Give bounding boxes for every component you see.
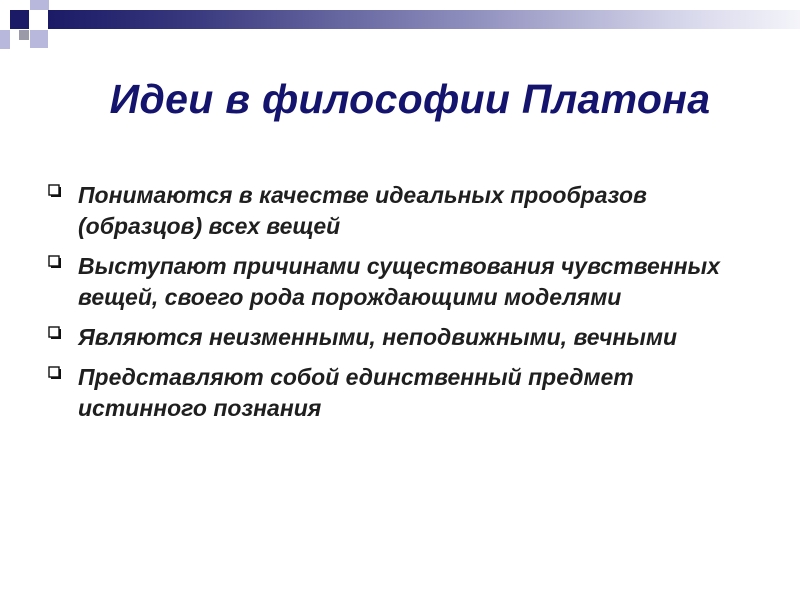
slide-title: Идеи в философии Платона xyxy=(109,76,711,122)
decorative-square-icon xyxy=(30,0,49,10)
list-item xyxy=(46,251,746,313)
hollow-square-bullet-icon xyxy=(48,255,63,270)
list-item xyxy=(46,362,746,424)
hollow-square-bullet-icon xyxy=(48,326,63,341)
bullet-text: Представляют собой единственный предмет истинного познания xyxy=(78,364,634,421)
bullet-text: Выступают причинами существования чувственных вещей, своего рода порождающими моделями xyxy=(78,253,720,310)
bullet-list xyxy=(46,180,746,433)
bullet-text: Являются неизменными, неподвижными, вечными xyxy=(78,324,678,350)
hollow-square-bullet-icon xyxy=(48,184,63,199)
list-item xyxy=(46,322,746,353)
decorative-square-icon xyxy=(0,30,10,49)
header-gradient-band xyxy=(48,10,800,29)
bullet-text: Понимаются в качестве идеальных прообразов (образцов) всех вещей xyxy=(78,182,647,239)
decorative-square-icon xyxy=(30,30,48,48)
list-item xyxy=(46,180,746,242)
decorative-square-icon xyxy=(10,10,29,29)
hollow-square-bullet-icon xyxy=(48,366,63,381)
decorative-square-icon xyxy=(19,30,29,40)
